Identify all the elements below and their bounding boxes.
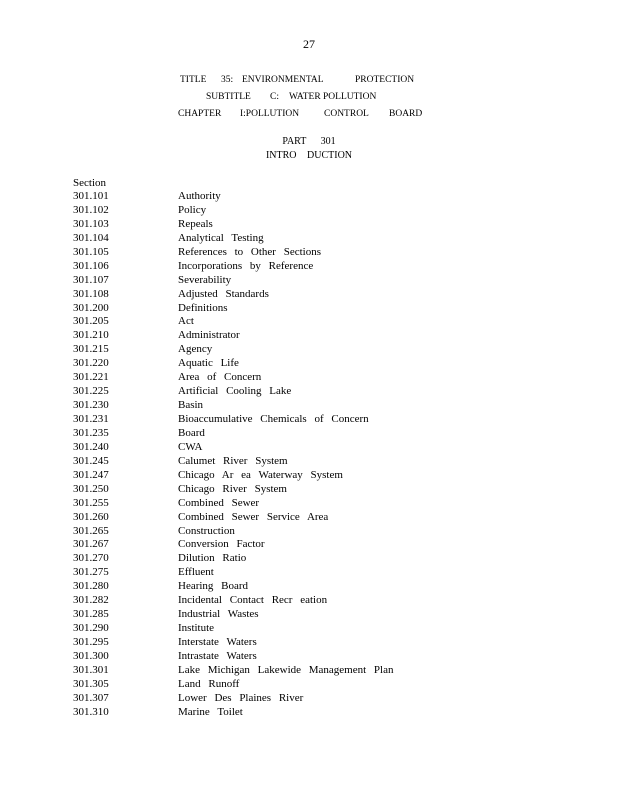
section-number: 301.102: [73, 203, 109, 216]
section-number: 301.247: [73, 468, 109, 481]
section-title: Agency: [178, 343, 213, 356]
section-title: Combined Sewer: [178, 496, 260, 509]
section-number: 301.267: [73, 538, 109, 551]
toc-row: [73, 371, 573, 385]
section-number: 301.260: [73, 510, 109, 523]
toc-row: [73, 608, 573, 622]
section-number: 301.250: [73, 482, 109, 495]
section-number: 301.245: [73, 454, 109, 467]
section-title: Marine Toilet: [178, 705, 243, 718]
section-number: 301.103: [73, 217, 109, 230]
toc-row: [73, 385, 573, 399]
section-column-label: Section: [73, 177, 106, 189]
section-number: 301.101: [73, 190, 109, 202]
section-number: 301.290: [73, 622, 109, 635]
toc-row: [73, 232, 573, 246]
section-title: Lower Des Plaines River: [178, 691, 304, 704]
toc-row: [73, 538, 573, 552]
table-of-contents: [73, 190, 573, 720]
header-chapter-word2: CONTROL: [324, 109, 369, 119]
toc-row: [73, 441, 573, 455]
toc-row: [73, 622, 573, 636]
section-number: 301.280: [73, 580, 109, 593]
toc-row: [73, 469, 573, 483]
section-number: 301.310: [73, 705, 109, 718]
toc-row: [73, 483, 573, 497]
section-number: 301.307: [73, 691, 109, 704]
page-number: 27: [303, 37, 315, 51]
toc-row: [73, 357, 573, 371]
section-number: 301.235: [73, 426, 109, 439]
section-title: Interstate Waters: [178, 636, 257, 648]
section-title: Calumet River System: [178, 454, 288, 467]
section-title: CWA: [178, 440, 203, 453]
toc-row: [73, 246, 573, 260]
header-title-number: 35:: [221, 75, 234, 85]
section-title: Act: [178, 315, 194, 328]
header-title-line: [0, 75, 618, 89]
toc-row: [73, 692, 573, 706]
section-title: Repeals: [178, 217, 213, 230]
section-title: Intrastate Waters: [178, 649, 257, 662]
section-number: 301.205: [73, 315, 109, 328]
toc-row: [73, 343, 573, 357]
toc-row: [73, 302, 573, 316]
toc-row: [73, 511, 573, 525]
section-title: Institute: [178, 622, 215, 635]
section-number: 301.301: [73, 663, 109, 676]
toc-row: [73, 204, 573, 218]
section-number: 301.200: [73, 301, 109, 314]
section-number: 301.105: [73, 245, 109, 258]
section-number: 301.230: [73, 399, 109, 412]
header-subtitle-word1: WATER: [289, 92, 321, 102]
section-number: 301.295: [73, 636, 109, 648]
toc-row: [73, 636, 573, 650]
section-title: Land Runoff: [178, 677, 240, 690]
header-subtitle-label: SUBTITLE: [206, 92, 251, 102]
header-chapter-line: [0, 109, 618, 123]
section-title: Basin: [178, 399, 204, 412]
toc-row: [73, 455, 573, 469]
section-number: 301.221: [73, 371, 109, 384]
section-title: Definitions: [178, 301, 228, 314]
toc-row: [73, 706, 573, 720]
section-number: 301.215: [73, 343, 109, 356]
header-chapter-label: CHAPTER: [178, 109, 222, 119]
toc-row: [73, 288, 573, 302]
section-number: 301.300: [73, 649, 109, 662]
toc-row: [73, 329, 573, 343]
toc-row: [73, 274, 573, 288]
section-title: Administrator: [178, 329, 240, 342]
toc-row: [73, 650, 573, 664]
section-title: Hearing Board: [178, 580, 249, 593]
section-title: Policy: [178, 203, 207, 216]
part-heading: PART 301: [282, 136, 336, 147]
toc-row: [73, 580, 573, 594]
section-title: Board: [178, 426, 205, 439]
toc-row: [73, 594, 573, 608]
section-title: Industrial Wastes: [178, 608, 259, 621]
toc-row: [73, 413, 573, 427]
section-number: 301.231: [73, 413, 109, 425]
section-title: Aquatic Life: [178, 357, 239, 370]
section-title: Artificial Cooling Lake: [178, 385, 292, 398]
header-title-label: TITLE: [180, 75, 207, 85]
toc-row: [73, 497, 573, 511]
section-title: Effluent: [178, 566, 214, 579]
section-number: 301.282: [73, 594, 109, 607]
section-title: Authority: [178, 190, 221, 202]
toc-row: [73, 664, 573, 678]
section-title: Lake Michigan Lakewide Management Plan: [178, 663, 394, 676]
section-title: Incorporations by Reference: [178, 259, 314, 272]
section-title: Construction: [178, 524, 235, 537]
header-subtitle-word2: POLLUTION: [323, 92, 377, 102]
section-number: 301.265: [73, 524, 109, 537]
section-title: Dilution Ratio: [178, 552, 247, 565]
toc-row: [73, 315, 573, 329]
toc-row: [73, 399, 573, 413]
toc-row: [73, 566, 573, 580]
header-subtitle-line: [0, 92, 618, 106]
section-title: Incidental Contact Recr eation: [178, 594, 328, 607]
header-chapter-word1: I:POLLUTION: [240, 109, 300, 119]
toc-row: [73, 260, 573, 274]
section-title: Area of Concern: [178, 371, 262, 384]
section-title: Chicago River System: [178, 482, 287, 495]
section-title: Conversion Factor: [178, 538, 265, 551]
section-title: Combined Sewer Service Area: [178, 510, 329, 523]
header-chapter-word3: BOARD: [389, 109, 423, 119]
section-number: 301.210: [73, 329, 109, 342]
section-number: 301.106: [73, 259, 109, 272]
toc-row: [73, 552, 573, 566]
header-subtitle-letter: C:: [270, 92, 279, 102]
section-title: References to Other Sections: [178, 245, 321, 258]
section-title: Chicago Ar ea Waterway System: [178, 468, 343, 481]
section-number: 301.240: [73, 440, 109, 453]
toc-row: [73, 190, 573, 204]
section-number: 301.305: [73, 677, 109, 690]
part-title: INTRO DUCTION: [265, 150, 353, 161]
section-title: Adjusted Standards: [178, 287, 269, 300]
section-number: 301.107: [73, 273, 109, 286]
section-number: 301.104: [73, 231, 109, 244]
section-number: 301.270: [73, 552, 109, 565]
header-title-word1: ENVIRONMENTAL: [242, 75, 324, 85]
section-number: 301.285: [73, 608, 109, 621]
toc-row: [73, 427, 573, 441]
toc-row: [73, 525, 573, 539]
section-number: 301.220: [73, 357, 109, 370]
section-number: 301.255: [73, 496, 109, 509]
section-title: Analytical Testing: [178, 231, 264, 244]
section-number: 301.225: [73, 385, 109, 398]
header-title-word2: PROTECTION: [355, 75, 415, 85]
section-number: 301.108: [73, 287, 109, 300]
section-title: Severability: [178, 273, 232, 286]
toc-row: [73, 678, 573, 692]
section-title: Bioaccumulative Chemicals of Concern: [178, 413, 369, 425]
toc-row: [73, 218, 573, 232]
section-number: 301.275: [73, 566, 109, 579]
